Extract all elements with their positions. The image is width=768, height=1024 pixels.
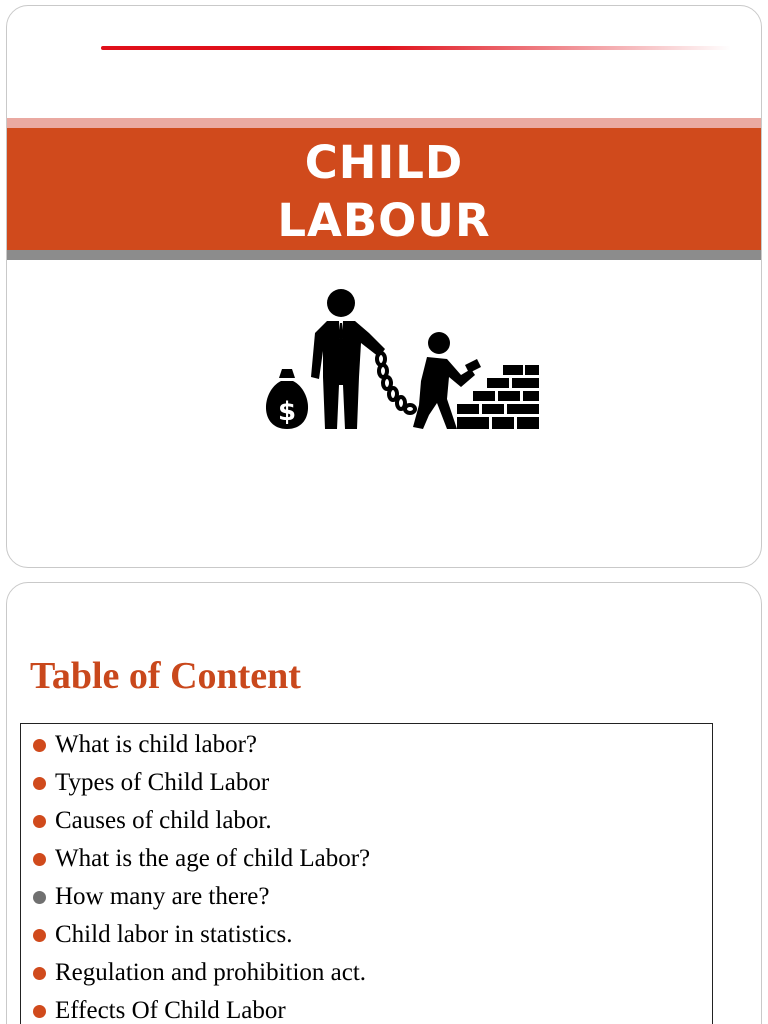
toc-item-label: Causes of child labor. (55, 807, 272, 834)
toc-item-label: What is child labor? (55, 731, 258, 758)
toc-item (31, 916, 712, 954)
toc-item-label: What is the age of child Labor? (55, 845, 371, 872)
toc-heading: Table of Content (30, 655, 301, 697)
title-line-1: CHILD (304, 136, 464, 189)
toc-item (31, 954, 712, 992)
toc-box (20, 723, 713, 1024)
child-labour-illustration-icon (257, 281, 539, 431)
bullet-dot-icon (33, 815, 46, 828)
gray-strip (7, 250, 761, 260)
bullet-dot-icon (33, 967, 46, 980)
bullet-dot-icon (33, 739, 46, 752)
money-bag-icon (266, 369, 308, 429)
bullet-dot-icon (33, 1005, 46, 1018)
businessman-figure (311, 289, 385, 429)
table-of-content-slide (6, 582, 762, 1024)
slide-title (7, 134, 761, 250)
toc-item (31, 992, 712, 1024)
toc-item-label: Regulation and prohibition act. (55, 959, 367, 986)
bullet-dot-icon (33, 777, 46, 790)
chain-icon (377, 353, 415, 413)
title-slide (6, 5, 762, 568)
toc-item (31, 802, 712, 840)
money-symbol: $ (277, 397, 297, 427)
toc-item-label: Types of Child Labor (55, 769, 270, 796)
pink-strip (7, 118, 761, 128)
bullet-dot-icon (33, 891, 46, 904)
toc-item-label: Child labor in statistics. (55, 921, 293, 948)
toc-item (31, 726, 712, 764)
bullet-dot-icon (33, 929, 46, 942)
toc-item-label: Effects Of Child Labor (55, 997, 286, 1024)
toc-item (31, 764, 712, 802)
toc-item (31, 878, 712, 916)
title-line-2: LABOUR (277, 194, 491, 247)
toc-item-label: How many are there? (55, 883, 270, 910)
bullet-dot-icon (33, 853, 46, 866)
child-figure (413, 332, 481, 429)
toc-list (21, 724, 712, 1024)
toc-item (31, 840, 712, 878)
red-accent-line (101, 46, 731, 50)
